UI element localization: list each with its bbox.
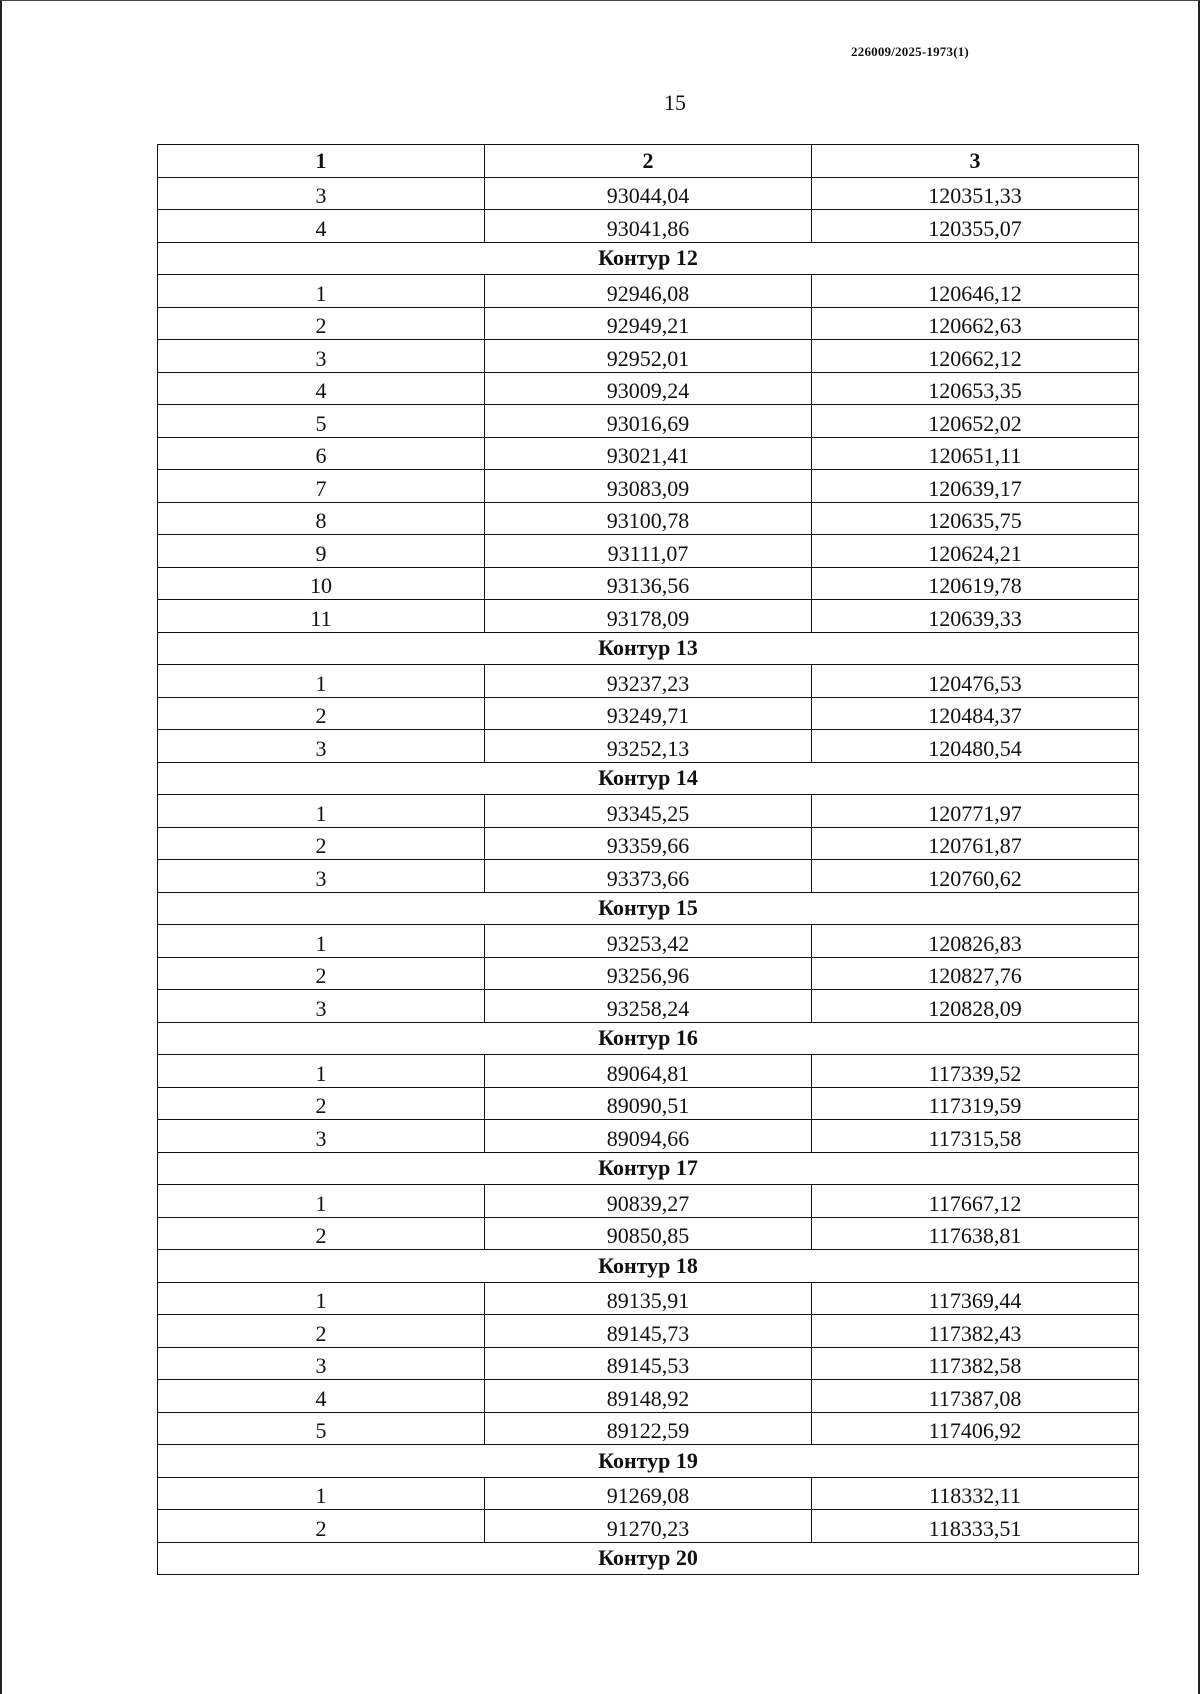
coordinate-y-cell: 120662,12 [812,340,1139,373]
coordinate-y-cell: 120476,53 [812,665,1139,698]
point-number-cell: 3 [158,860,485,893]
coordinate-x-cell: 93237,23 [485,665,812,698]
coordinate-x-cell: 93136,56 [485,567,812,600]
coordinate-y-cell: 120828,09 [812,990,1139,1023]
table-row [158,730,1139,763]
table-row [158,665,1139,698]
table-row [158,697,1139,730]
coordinate-y-cell: 120624,21 [812,535,1139,568]
point-number-cell: 1 [158,795,485,828]
column-header-3: 3 [812,145,1139,178]
coordinate-x-cell: 93009,24 [485,372,812,405]
coordinate-y-cell: 120355,07 [812,210,1139,243]
coordinate-y-cell: 120761,87 [812,827,1139,860]
table-row [158,1282,1139,1315]
section-label: Контур 12 [158,242,1139,275]
coordinate-x-cell: 89094,66 [485,1120,812,1153]
coordinate-x-cell: 89148,92 [485,1380,812,1413]
table-body [158,177,1139,1575]
point-number-cell: 1 [158,925,485,958]
table-row [158,957,1139,990]
section-label: Контур 15 [158,892,1139,925]
section-row [158,762,1139,795]
coordinate-x-cell: 93253,42 [485,925,812,958]
section-row [158,242,1139,275]
point-number-cell: 7 [158,470,485,503]
coordinate-x-cell: 91270,23 [485,1510,812,1543]
section-label: Контур 16 [158,1022,1139,1055]
page-border-left [0,0,2,1694]
coordinate-y-cell: 120480,54 [812,730,1139,763]
point-number-cell: 8 [158,502,485,535]
coordinate-x-cell: 89145,73 [485,1315,812,1348]
point-number-cell: 3 [158,990,485,1023]
coordinate-y-cell: 120639,33 [812,600,1139,633]
coordinate-y-cell: 117369,44 [812,1282,1139,1315]
coordinate-x-cell: 93041,86 [485,210,812,243]
table-row [158,567,1139,600]
table-row [158,307,1139,340]
coordinate-y-cell: 118332,11 [812,1477,1139,1510]
coordinate-y-cell: 117382,58 [812,1347,1139,1380]
table-row [158,990,1139,1023]
table-row [158,1380,1139,1413]
coordinate-x-cell: 93111,07 [485,535,812,568]
coordinate-y-cell: 120827,76 [812,957,1139,990]
coordinate-x-cell: 93016,69 [485,405,812,438]
table-row [158,827,1139,860]
coordinate-y-cell: 120635,75 [812,502,1139,535]
page-number: 15 [664,90,686,115]
table-row [158,925,1139,958]
table-row [158,210,1139,243]
point-number-cell: 4 [158,372,485,405]
point-number-cell: 3 [158,340,485,373]
coordinate-y-cell: 120771,97 [812,795,1139,828]
table-row [158,1477,1139,1510]
table-row [158,1185,1139,1218]
coordinate-x-cell: 93021,41 [485,437,812,470]
point-number-cell: 2 [158,1217,485,1250]
point-number-cell: 3 [158,730,485,763]
table-header-row [158,145,1139,178]
coordinate-y-cell: 120652,02 [812,405,1139,438]
coordinate-y-cell: 117387,08 [812,1380,1139,1413]
point-number-cell: 1 [158,1282,485,1315]
coordinate-x-cell: 93373,66 [485,860,812,893]
coordinate-x-cell: 93345,25 [485,795,812,828]
coordinate-y-cell: 120351,33 [812,177,1139,210]
coordinate-x-cell: 89090,51 [485,1087,812,1120]
point-number-cell: 2 [158,1315,485,1348]
section-label: Контур 18 [158,1250,1139,1283]
point-number-cell: 6 [158,437,485,470]
coordinate-x-cell: 89135,91 [485,1282,812,1315]
coordinate-x-cell: 93100,78 [485,502,812,535]
coordinate-x-cell: 89064,81 [485,1055,812,1088]
section-label: Контур 20 [158,1542,1139,1575]
section-label: Контур 19 [158,1445,1139,1478]
page-border-top [0,0,1200,1]
point-number-cell: 1 [158,275,485,308]
table-row [158,177,1139,210]
coordinate-x-cell: 93178,09 [485,600,812,633]
table-row [158,405,1139,438]
point-number-cell: 10 [158,567,485,600]
column-header-2: 2 [485,145,812,178]
coordinate-y-cell: 120653,35 [812,372,1139,405]
coordinate-x-cell: 93258,24 [485,990,812,1023]
table-row [158,372,1139,405]
table-row [158,1315,1139,1348]
point-number-cell: 1 [158,1185,485,1218]
point-number-cell: 3 [158,177,485,210]
coordinate-x-cell: 93252,13 [485,730,812,763]
coordinate-y-cell: 117667,12 [812,1185,1139,1218]
coordinate-y-cell: 120484,37 [812,697,1139,730]
section-row [158,1250,1139,1283]
coordinate-y-cell: 117406,92 [812,1412,1139,1445]
section-row [158,632,1139,665]
table-row [158,470,1139,503]
coordinate-x-cell: 93044,04 [485,177,812,210]
coordinate-y-cell: 120760,62 [812,860,1139,893]
point-number-cell: 5 [158,405,485,438]
coordinate-y-cell: 120826,83 [812,925,1139,958]
coordinate-y-cell: 118333,51 [812,1510,1139,1543]
coordinate-x-cell: 91269,08 [485,1477,812,1510]
coordinate-y-cell: 117638,81 [812,1217,1139,1250]
point-number-cell: 2 [158,1087,485,1120]
coordinate-x-cell: 90850,85 [485,1217,812,1250]
table-row [158,860,1139,893]
point-number-cell: 3 [158,1347,485,1380]
table-row [158,1510,1139,1543]
coordinate-y-cell: 117339,52 [812,1055,1139,1088]
table-row [158,1412,1139,1445]
point-number-cell: 2 [158,697,485,730]
section-row [158,1152,1139,1185]
coordinate-x-cell: 93083,09 [485,470,812,503]
point-number-cell: 1 [158,1055,485,1088]
coordinate-y-cell: 120651,11 [812,437,1139,470]
table-row [158,1055,1139,1088]
coordinate-x-cell: 92952,01 [485,340,812,373]
point-number-cell: 5 [158,1412,485,1445]
point-number-cell: 2 [158,1510,485,1543]
coordinate-y-cell: 120646,12 [812,275,1139,308]
section-label: Контур 17 [158,1152,1139,1185]
coordinate-y-cell: 120639,17 [812,470,1139,503]
column-header-1: 1 [158,145,485,178]
table-row [158,340,1139,373]
point-number-cell: 4 [158,210,485,243]
section-row [158,1022,1139,1055]
coordinate-x-cell: 92946,08 [485,275,812,308]
point-number-cell: 3 [158,1120,485,1153]
coordinate-y-cell: 120662,63 [812,307,1139,340]
coordinate-x-cell: 93256,96 [485,957,812,990]
document-id: 226009/2025-1973(1) [851,44,969,59]
point-number-cell: 9 [158,535,485,568]
table-row [158,502,1139,535]
section-label: Контур 13 [158,632,1139,665]
section-row [158,1445,1139,1478]
coordinate-x-cell: 90839,27 [485,1185,812,1218]
point-number-cell: 11 [158,600,485,633]
section-label: Контур 14 [158,762,1139,795]
table-row [158,437,1139,470]
point-number-cell: 2 [158,307,485,340]
coordinate-x-cell: 89145,53 [485,1347,812,1380]
table-row [158,535,1139,568]
table-row [158,795,1139,828]
section-row [158,1542,1139,1575]
point-number-cell: 4 [158,1380,485,1413]
point-number-cell: 2 [158,957,485,990]
coordinate-y-cell: 117382,43 [812,1315,1139,1348]
table-row [158,600,1139,633]
coordinate-y-cell: 117315,58 [812,1120,1139,1153]
table-row [158,1217,1139,1250]
table-row [158,1347,1139,1380]
table-row [158,1087,1139,1120]
table-row [158,275,1139,308]
coordinate-x-cell: 93249,71 [485,697,812,730]
coordinate-x-cell: 89122,59 [485,1412,812,1445]
coordinate-x-cell: 93359,66 [485,827,812,860]
coordinate-y-cell: 117319,59 [812,1087,1139,1120]
point-number-cell: 1 [158,1477,485,1510]
point-number-cell: 1 [158,665,485,698]
coordinate-y-cell: 120619,78 [812,567,1139,600]
coordinate-x-cell: 92949,21 [485,307,812,340]
coordinates-table-container [157,144,1139,1575]
section-row [158,892,1139,925]
point-number-cell: 2 [158,827,485,860]
table-row [158,1120,1139,1153]
coordinates-table [157,144,1139,1575]
